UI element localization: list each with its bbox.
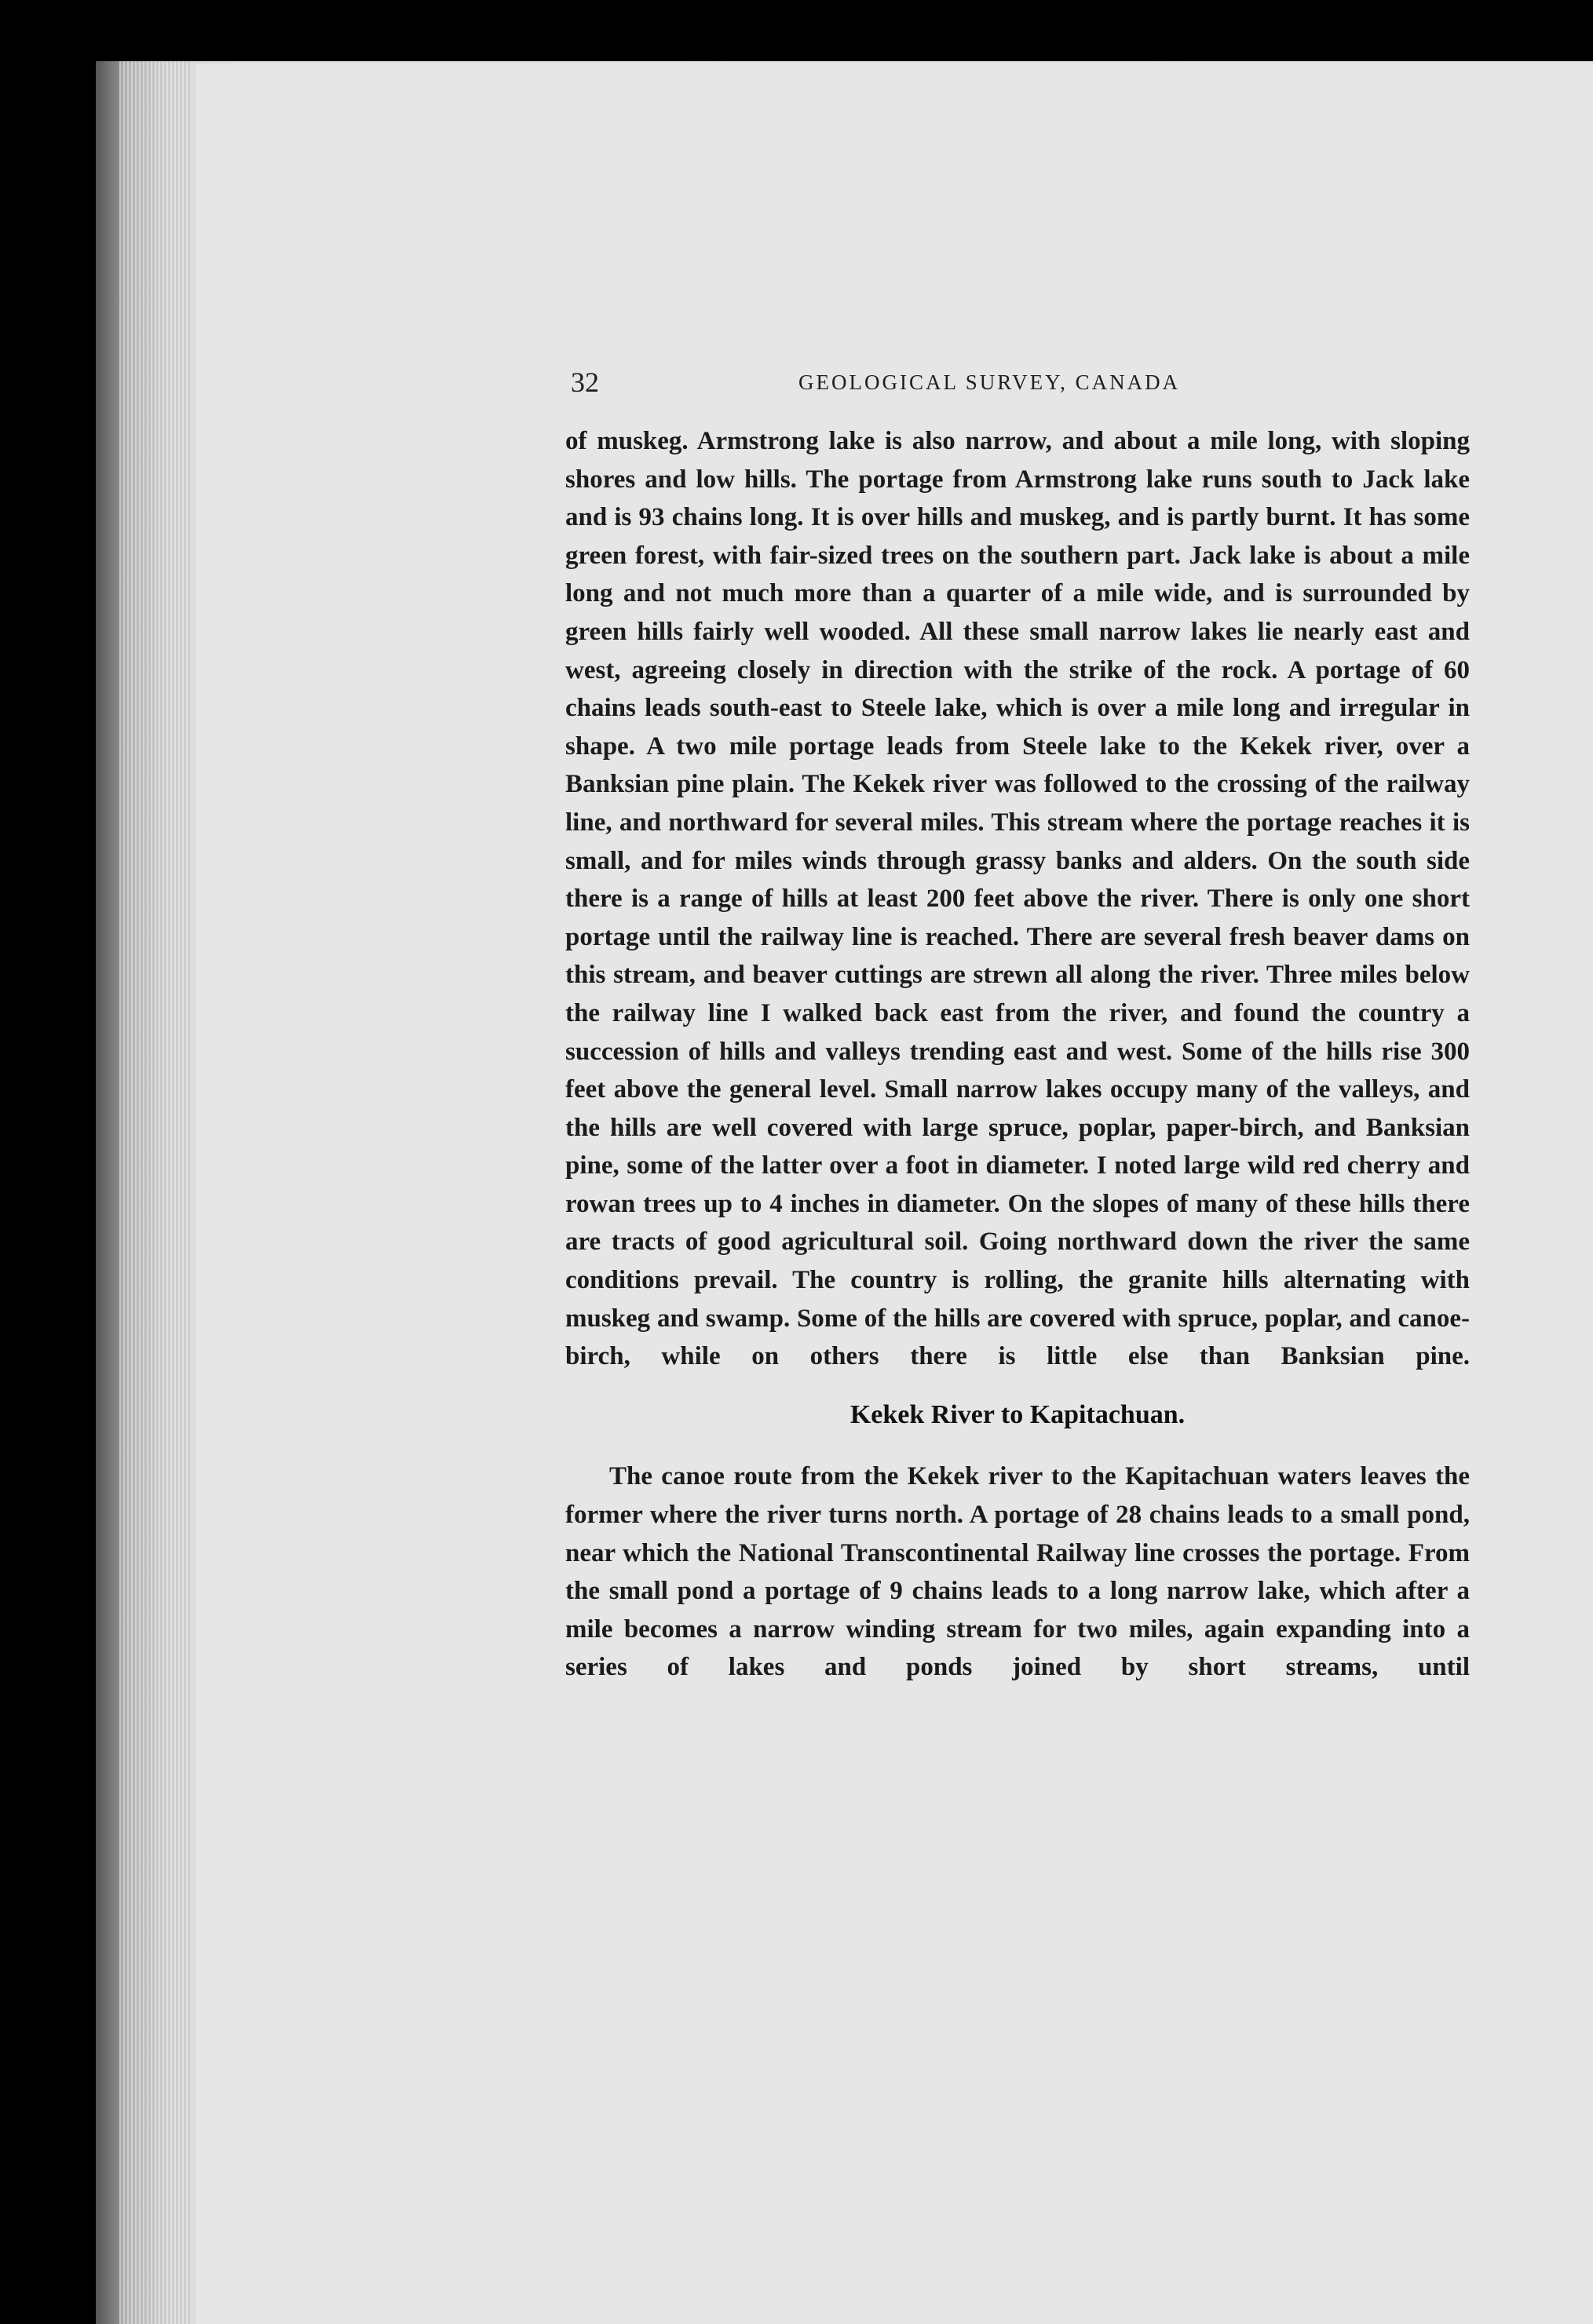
section-heading: Kekek River to Kapitachuan.: [849, 1399, 1186, 1429]
binding-shadow: [96, 61, 119, 2324]
page-number: 32: [571, 367, 599, 398]
body-text: [565, 422, 1470, 1687]
paragraph: of muskeg. Armstrong lake is also narrow, and about a mile long, with sloping shores and low hills. The portage from Armstrong lake runs south to Jack lake and is 93 chains long. It is over hills and muskeg, and is partly burnt. It has some green forest, with fair-sized trees on the southern part. Jack lake is about a mile long and not much more than a quarter of a mile wide, and is surrounded by green hills fairly well wooded. All these small narrow lakes lie nearly east and west, agreeing closely in direction with the strike of the rock. A portage of 60 chains leads south-east to Steele lake, which is over a mile long and irregular in shape. A two mile portage leads from Steele lake to the Kekek river, over a Banksian pine plain. The Kekek river was followed to the crossing of the railway line, and northward for several miles. This stream where the portage reaches it is small, and for miles winds through grassy banks and alders. On the south side there is a range of hills at least 200 feet above the river. There is only one short portage until the railway line is reached. There are several fresh beaver dams on this stream, and beaver cuttings are strewn all along the river. Three miles below the railway line I walked back east from the river, and found the country a succession of hills and valleys trending east and west. Some of the hills rise 300 feet above the general level. Small narrow lakes occupy many of the valleys, and the hills are well covered with large spruce, poplar, paper-birch, and Banksian pine, some of the latter over a foot in diameter. I noted large wild red cherry and rowan trees up to 4 inches in diameter. On the slopes of many of these hills there are tracts of good agricultural soil. Going northward down the river the same conditions prevail. The country is rolling, the granite hills alternating with muskeg and swamp. Some of the hills are covered with spruce, poplar, and canoe-birch, while on others there is little else than Banksian pine.: [565, 427, 1470, 1371]
section-paragraph: The canoe route from the Kekek river to the Kapitachuan waters leaves the former where the river turns north. A portage of 28 chains leads to a small pond, near which the National Transcontinental Railway line crosses the portage. From the small pond a portage of 9 chains leads to a long narrow lake, which after a mile becomes a narrow winding stream for two miles, again expanding into a series of lakes and ponds joined by short streams, until: [565, 1462, 1470, 1682]
running-head-title: GEOLOGICAL SURVEY, CANADA: [798, 370, 1181, 394]
running-head: [571, 366, 1470, 397]
